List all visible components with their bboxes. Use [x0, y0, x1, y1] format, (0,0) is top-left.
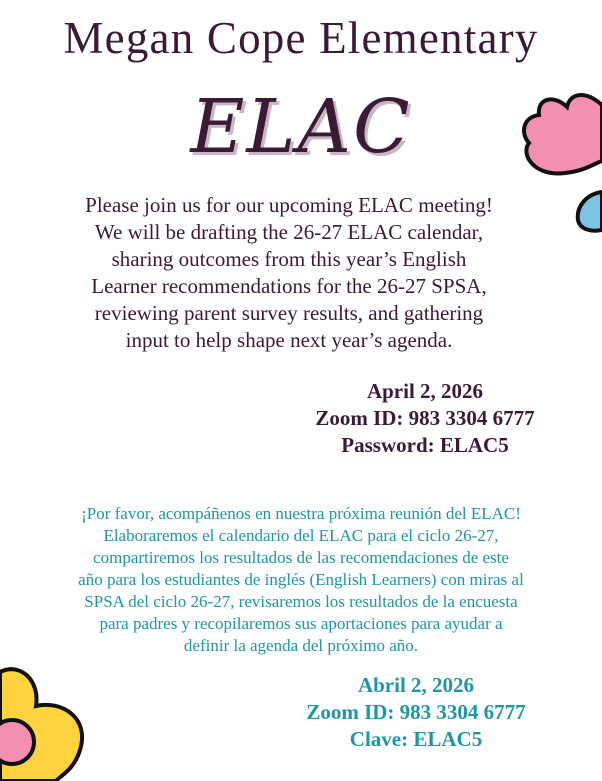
elac-logo-text: ELAC [190, 84, 412, 170]
meeting-date: Abril 2, 2026 [357, 673, 475, 697]
zoom-id: Zoom ID: 983 3304 6777 [306, 700, 526, 724]
zoom-id: Zoom ID: 983 3304 6777 [315, 406, 535, 430]
english-line: input to help shape next year’s agenda. [125, 328, 453, 352]
english-line: We will be drafting the 26-27 ELAC calendar, [94, 220, 484, 244]
meeting-date: April 2, 2026 [366, 379, 484, 403]
password: Password: ELAC5 [341, 433, 509, 457]
spanish-invitation [0, 503, 602, 657]
spanish-line: definir la agenda del próximo año. [183, 636, 419, 655]
spanish-line: ¡Por favor, acompáñenos en nuestra próxima reunión del ELAC! [81, 504, 521, 523]
spanish-line: compartiremos los resultados de las recomendaciones de este [93, 548, 509, 567]
english-line: Please join us for our upcoming ELAC meeting! [85, 193, 493, 217]
yellow-flower-icon [0, 660, 100, 781]
spanish-meeting-info [240, 672, 592, 753]
spanish-line: Elaboraremos el calendario del ELAC para el ciclo 26-27, [103, 526, 499, 545]
password: Clave: ELAC5 [349, 727, 483, 751]
english-line: reviewing parent survey results, and gathering [94, 301, 484, 325]
english-invitation [0, 192, 578, 354]
english-line: Learner recommendations for the 26-27 SPSA, [91, 274, 487, 298]
english-line: sharing outcomes from this year’s English [111, 247, 467, 271]
english-meeting-info [250, 378, 600, 459]
spanish-line: año para los estudiantes de inglés (English Learners) con miras al [78, 570, 524, 589]
spanish-line: SPSA del ciclo 26-27, revisaremos los resultados de la encuesta [84, 592, 518, 611]
spanish-line: para padres y recopilaremos sus aportaciones para ayudar a [99, 614, 503, 633]
page-title: Megan Cope Elementary [63, 13, 539, 63]
